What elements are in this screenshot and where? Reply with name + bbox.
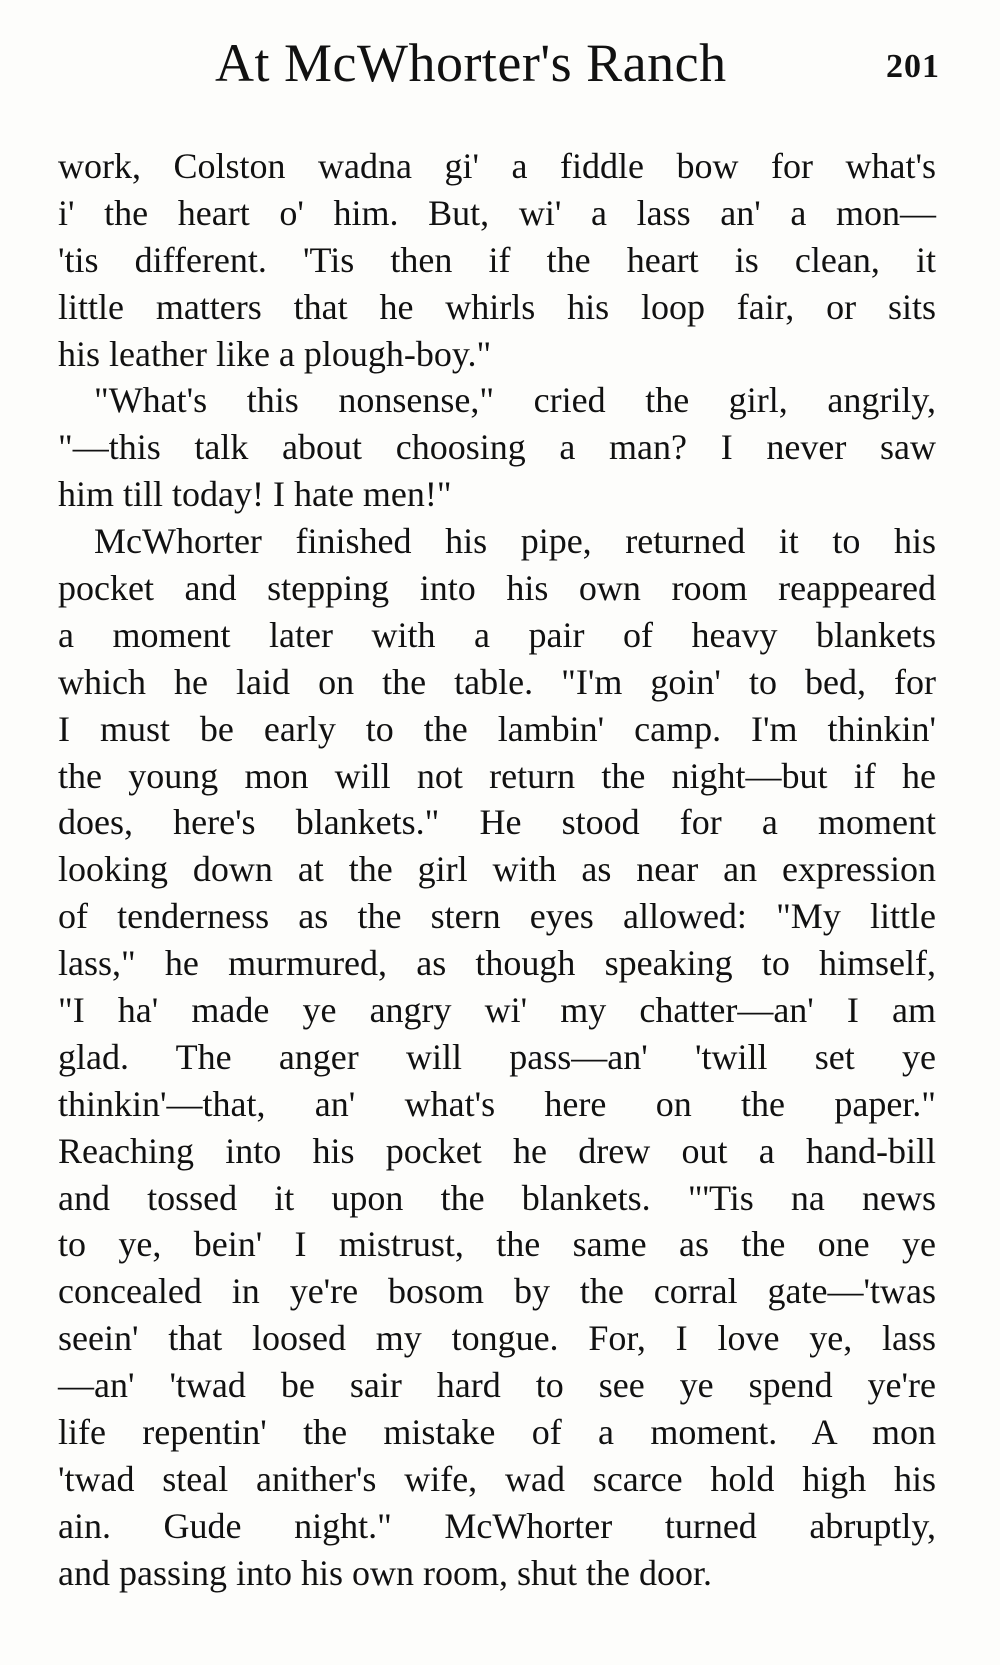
page-header xyxy=(60,22,940,102)
text-line: life repentin' the mistake of a moment. A mon xyxy=(58,1412,936,1453)
text-line: his leather like a plough-boy." xyxy=(58,333,492,374)
text-line: the young mon will not return the night—but if he xyxy=(58,755,936,796)
text-line: which he laid on the table. "I'm goin' to bed, for xyxy=(58,661,936,702)
text-line: i' the heart o' him. But, wi' a lass an' a mon— xyxy=(58,192,936,233)
text-line: a moment later with a pair of heavy blankets xyxy=(58,614,936,655)
text-line: and passing into his own room, shut the door. xyxy=(58,1552,712,1593)
text-line: ain. Gude night." McWhorter turned abruptly, xyxy=(58,1505,936,1546)
text-line: seein' that loosed my tongue. For, I love ye, lass xyxy=(58,1318,936,1359)
text-line: lass," he murmured, as though speaking to himself, xyxy=(58,943,936,984)
text-line: little matters that he whirls his loop fair, or sits xyxy=(58,286,936,327)
text-line: 'twad steal anither's wife, wad scarce hold high his xyxy=(58,1458,936,1499)
text-line: "I ha' made ye angry wi' my chatter—an' I am xyxy=(58,990,936,1031)
body-text xyxy=(58,143,936,1597)
text-line: concealed in ye're bosom by the corral gate—'twas xyxy=(58,1271,936,1312)
running-title: At McWhorter's Ranch xyxy=(215,33,727,93)
text-line: McWhorter finished his pipe, returned it to his xyxy=(94,521,936,562)
text-line: glad. The anger will pass—an' 'twill set ye xyxy=(58,1036,936,1077)
text-line: work, Colston wadna gi' a fiddle bow for what's xyxy=(58,146,936,186)
text-line: thinkin'—that, an' what's here on the paper." xyxy=(58,1083,936,1124)
text-line: I must be early to the lambin' camp. I'm thinkin' xyxy=(58,708,936,749)
text-line: does, here's blankets." He stood for a moment xyxy=(58,802,936,843)
text-line: Reaching into his pocket he drew out a hand-bill xyxy=(58,1130,936,1171)
text-line: 'tis different. 'Tis then if the heart is clean, it xyxy=(58,239,936,280)
text-line: of tenderness as the stern eyes allowed: "My little xyxy=(58,896,936,937)
text-line: him till today! I hate men!" xyxy=(58,474,452,515)
page-number: 201 xyxy=(886,48,940,85)
text-line: and tossed it upon the blankets. "'Tis na news xyxy=(58,1177,936,1218)
text-line: "—this talk about choosing a man? I never saw xyxy=(58,427,936,468)
text-line: pocket and stepping into his own room reappeared xyxy=(58,568,936,609)
text-line: looking down at the girl with as near an expression xyxy=(58,849,936,890)
text-line: —an' 'twad be sair hard to see ye spend ye're xyxy=(58,1365,936,1406)
text-line: "What's this nonsense," cried the girl, angrily, xyxy=(94,380,936,421)
text-line: to ye, bein' I mistrust, the same as the one ye xyxy=(58,1224,936,1265)
